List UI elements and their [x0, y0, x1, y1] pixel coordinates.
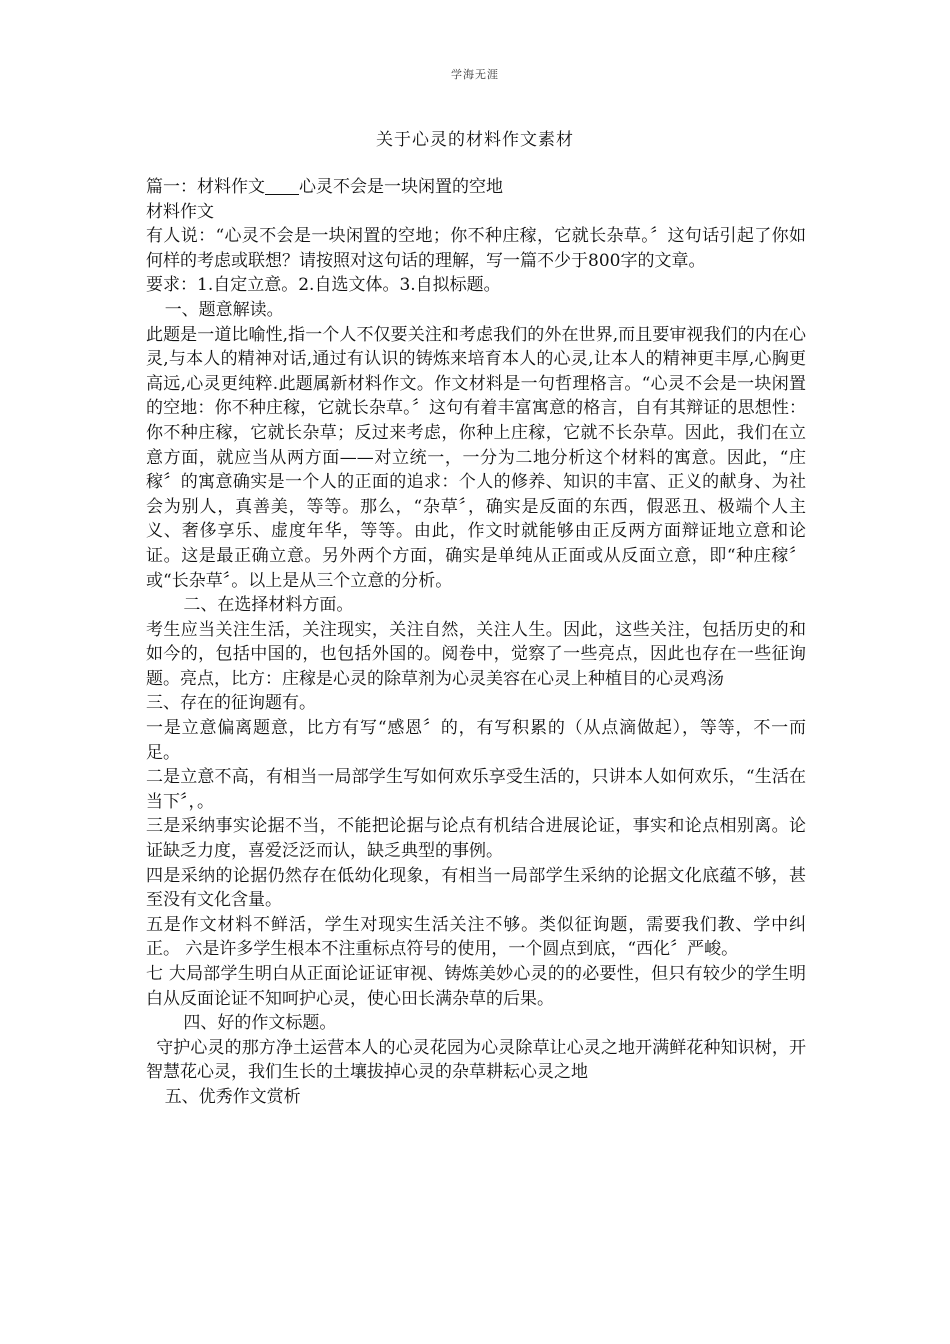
subheading: 一、题意解读。: [164, 299, 284, 320]
document-body: [146, 175, 806, 1110]
section-heading-right: 心灵不会是一块闲置的空地: [299, 177, 503, 197]
section-heading: [146, 175, 806, 200]
page-header-watermark: 学海无涯: [451, 68, 499, 81]
subheading: 五、优秀作文赏析: [164, 1086, 301, 1107]
paragraph: 要求：1.自定立意。2.自选文体。3.自拟标题。: [146, 275, 501, 296]
underline-blank: [265, 177, 299, 195]
paragraph: 此题是一道比喻性,指一个人不仅要关注和考虑我们的外在世界,而且要审视我们的内在心灵,与本人的精神对话,通过有认识的铸炼来培育本人的心灵,让本人的精神更丰厚,心胸更高远,心灵更纯粹.此题属新材料作文。作文材料是一句哲理格言。“心灵不会是一块闲置的空地：你不种庄稼，它就长杂草。〞这句有着丰富寓意的格言，自有其辩证的思想性：你不种庄稼，它就长杂草；反过来考虑，你种上庄稼，它就不长杂草。因此，我们在立意方面，就应当从两方面——对立统一，一分为二地分析这个材料的寓意。因此，“庄稼〞的寓意确实是一个人的正面的追求：个人的修养、知识的丰富、正义的献身、为社会为别人，真善美，等等。那么，“杂草〞，确实是反面的东西，假恶丑、极端个人主义、奢侈享乐、虚度年华，等等。由此，作文时就能够由正反两方面辩证地立意和论证。这是最正确立意。另外两个方面，确实是单纯从正面或从反面立意，即“种庄稼〞或“长杂草〞。以上是从三个立意的分析。: [146, 324, 806, 591]
section-heading-left: 篇一：材料作文: [146, 177, 265, 197]
paragraph: 一是立意偏离题意，比方有写“感恩〞的，有写积累的（从点滴做起），等等，不一而足。: [146, 718, 806, 763]
paragraph: 材料作文: [146, 201, 214, 222]
paragraph: 三是采纳事实论据不当，不能把论据与论点有机结合进展论证，事实和论点相别离。论证缺乏力度，喜爱泛泛而认，缺乏典型的事例。: [146, 816, 806, 862]
paragraph: 五是作文材料不鲜活，学生对现实生活关注不够。类似征询题，需要我们教、学中纠正。 六是许多学生根本不注重标点符号的使用，一个圆点到底，“西化〞严峻。: [146, 914, 806, 960]
paragraph: 四是采纳的论据仍然存在低幼化现象，有相当一局部学生采纳的论据文化底蕴不够，甚至没有文化含量。: [146, 865, 806, 911]
paragraph: 七 大局部学生明白从正面论证证审视、铸炼美妙心灵的的必要性，但只有较少的学生明白从反面论证不知呵护心灵，使心田长满杂草的后果。: [146, 964, 806, 1009]
subheading: 四、好的作文标题。: [183, 1013, 337, 1034]
paragraph: 考生应当关注生活，关注现实，关注自然，关注人生。因此，这些关注，包括历史的和如今的，包括中国的，也包括外国的。阅卷中，觉察了一些亮点，因此也存在一些征询题。亮点，比方：庄稼是心灵的除草剂为心灵美容在心灵上种植目的心灵鸡汤: [146, 619, 806, 689]
paragraph: 二是立意不高，有相当一局部学生写如何欢乐享受生活的，只讲本人如何欢乐，“生活在当下〞，。: [146, 767, 806, 812]
subheading: 三、存在的征询题有。: [146, 693, 316, 714]
document-title: 关于心灵的材料作文素材: [376, 130, 574, 150]
subheading: 二、在选择材料方面。: [183, 595, 354, 616]
paragraph: 守护心灵的那方净土运营本人的心灵花园为心灵除草让心灵之地开满鲜花种知识树，开智慧花心灵，我们生长的土壤拔掉心灵的杂草耕耘心灵之地: [146, 1037, 806, 1083]
paragraph: 有人说：“心灵不会是一块闲置的空地；你不种庄稼，它就长杂草。〞这句话引起了你如何样的考虑或联想？请按照对这句话的理解，写一篇不少于800字的文章。: [146, 226, 806, 271]
